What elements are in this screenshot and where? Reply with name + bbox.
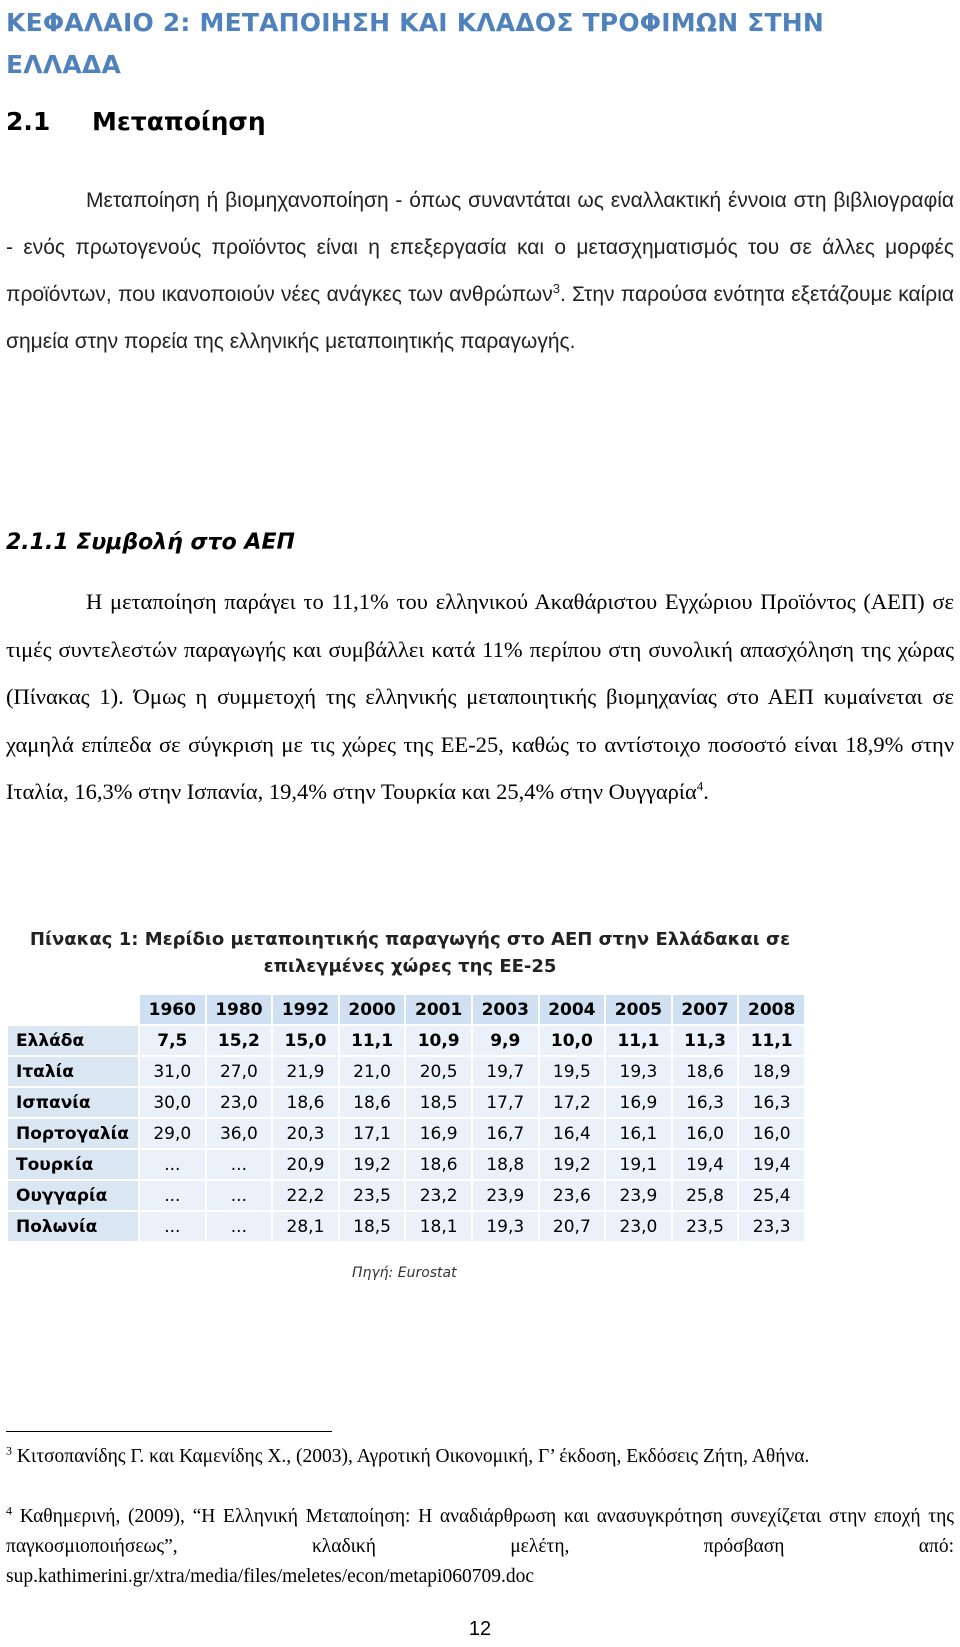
year-header: 1960 xyxy=(140,995,205,1024)
footnote-3 xyxy=(6,1442,954,1472)
table-row xyxy=(8,1057,804,1086)
value-cell: 16,9 xyxy=(606,1088,671,1117)
value-cell: 21,9 xyxy=(273,1057,338,1086)
value-cell: ... xyxy=(140,1212,205,1241)
year-header: 2007 xyxy=(673,995,738,1024)
value-cell: 16,0 xyxy=(739,1119,804,1148)
footnote-ref-4[interactable]: 4 xyxy=(696,778,704,794)
value-cell: 11,3 xyxy=(673,1026,738,1055)
country-cell: Τουρκία xyxy=(8,1150,138,1179)
value-cell: 23,9 xyxy=(606,1181,671,1210)
footnote-number: 3 xyxy=(6,1443,12,1458)
footnote-separator xyxy=(6,1431,332,1432)
value-cell: 18,6 xyxy=(340,1088,405,1117)
value-cell: 17,2 xyxy=(540,1088,605,1117)
country-cell: Πολωνία xyxy=(8,1212,138,1241)
intro-paragraph-text-end: . Στην παρούσα ενότητα εξετάζουμε καίρια σημεία στην πορεία της ελληνικής μεταποιητικής παραγωγής. xyxy=(6,283,955,353)
value-cell: 16,0 xyxy=(673,1119,738,1148)
value-cell: 36,0 xyxy=(207,1119,272,1148)
value-cell: 18,9 xyxy=(739,1057,804,1086)
value-cell: 20,3 xyxy=(273,1119,338,1148)
value-cell: 16,3 xyxy=(673,1088,738,1117)
intro-paragraph xyxy=(6,177,954,365)
value-cell: 19,3 xyxy=(606,1057,671,1086)
value-cell: 30,0 xyxy=(140,1088,205,1117)
table-corner-cell xyxy=(8,995,138,1024)
value-cell: 20,5 xyxy=(406,1057,471,1086)
value-cell: 10,9 xyxy=(406,1026,471,1055)
value-cell: 23,5 xyxy=(673,1212,738,1241)
section-heading xyxy=(6,104,266,140)
value-cell: 25,8 xyxy=(673,1181,738,1210)
manufacturing-share-table xyxy=(6,993,806,1243)
year-header: 2001 xyxy=(406,995,471,1024)
subsection-heading: 2.1.1 Συμβολή στο ΑΕΠ xyxy=(6,530,295,555)
value-cell: 25,4 xyxy=(739,1181,804,1210)
value-cell: 23,6 xyxy=(540,1181,605,1210)
value-cell: 16,7 xyxy=(473,1119,538,1148)
intro-paragraph-text: Μεταποίηση ή βιομηχανοποίηση - όπως συναντάται ως εναλλακτική έννοια στη βιβλιογραφία - ενός πρωτογενούς προϊόντος είναι η επεξεργασία και ο μετασχηματισμός του σε άλλες μορφές προϊόντων, που ικανοποιούν νέες ανάγκες των ανθρώπων xyxy=(6,189,954,306)
value-cell: 17,1 xyxy=(340,1119,405,1148)
year-header: 2000 xyxy=(340,995,405,1024)
year-header: 1980 xyxy=(207,995,272,1024)
value-cell: ... xyxy=(140,1150,205,1179)
table-source: Πηγή: Eurostat xyxy=(352,1265,457,1281)
table-row xyxy=(8,1181,804,1210)
year-header: 1992 xyxy=(273,995,338,1024)
value-cell: 23,5 xyxy=(340,1181,405,1210)
value-cell: 18,6 xyxy=(406,1150,471,1179)
value-cell: 16,9 xyxy=(406,1119,471,1148)
value-cell: 18,6 xyxy=(673,1057,738,1086)
value-cell: ... xyxy=(140,1181,205,1210)
value-cell: ... xyxy=(207,1181,272,1210)
value-cell: 10,0 xyxy=(540,1026,605,1055)
value-cell: 16,4 xyxy=(540,1119,605,1148)
value-cell: ... xyxy=(207,1212,272,1241)
value-cell: 11,1 xyxy=(340,1026,405,1055)
value-cell: 18,5 xyxy=(340,1212,405,1241)
value-cell: 19,1 xyxy=(606,1150,671,1179)
value-cell: 22,2 xyxy=(273,1181,338,1210)
value-cell: 31,0 xyxy=(140,1057,205,1086)
value-cell: 19,7 xyxy=(473,1057,538,1086)
value-cell: ... xyxy=(207,1150,272,1179)
gdp-paragraph-text: Η μεταποίηση παράγει το 11,1% του ελληνικού Ακαθάριστου Εγχώριου Προϊόντος (ΑΕΠ) σε τιμές συντελεστών παραγωγής και συμβάλλει κατά 11% περίπου στη συνολική απασχόληση της χώρας (Πίνακας 1). Όμως η συμμετοχή της ελληνικής μεταποιητικής βιομηχανίας στο ΑΕΠ κυμαίνεται σε χαμηλά επίπεδα σε σύγκριση με τις χώρες της ΕΕ-25, καθώς το αντίστοιχο ποσοστό είναι 18,9% στην Ιταλία, 16,3% στην Ισπανία, 19,4% στην Τουρκία και 25,4% στην Ουγγαρία xyxy=(6,589,954,804)
value-cell: 15,2 xyxy=(207,1026,272,1055)
value-cell: 11,1 xyxy=(739,1026,804,1055)
value-cell: 11,1 xyxy=(606,1026,671,1055)
value-cell: 19,3 xyxy=(473,1212,538,1241)
value-cell: 16,1 xyxy=(606,1119,671,1148)
value-cell: 23,2 xyxy=(406,1181,471,1210)
value-cell: 23,0 xyxy=(207,1088,272,1117)
value-cell: 18,5 xyxy=(406,1088,471,1117)
value-cell: 20,7 xyxy=(540,1212,605,1241)
value-cell: 7,5 xyxy=(140,1026,205,1055)
value-cell: 23,3 xyxy=(739,1212,804,1241)
chapter-title: ΚΕΦΑΛΑΙΟ 2: ΜΕΤΑΠΟΙΗΣΗ ΚΑΙ ΚΛΑΔΟΣ ΤΡΟΦΙΜΩΝ ΣΤΗΝ ΕΛΛΑΔΑ xyxy=(6,8,825,79)
gdp-paragraph-text-end: . xyxy=(703,779,709,804)
value-cell: 28,1 xyxy=(273,1212,338,1241)
footnote-text: Κιτσοπανίδης Γ. και Καμενίδης Χ., (2003), Αγροτική Οικονομική, Γ’ έκδοση, Εκδόσεις Ζήτη, Αθήνα. xyxy=(16,1446,810,1467)
page-number: 12 xyxy=(468,1618,492,1640)
value-cell: 19,5 xyxy=(540,1057,605,1086)
table-row xyxy=(8,1150,804,1179)
section-title: Μεταποίηση xyxy=(92,107,266,136)
year-header: 2008 xyxy=(739,995,804,1024)
value-cell: 23,9 xyxy=(473,1181,538,1210)
value-cell: 18,8 xyxy=(473,1150,538,1179)
value-cell: 19,4 xyxy=(673,1150,738,1179)
value-cell: 16,3 xyxy=(739,1088,804,1117)
year-header: 2004 xyxy=(540,995,605,1024)
value-cell: 23,0 xyxy=(606,1212,671,1241)
value-cell: 29,0 xyxy=(140,1119,205,1148)
footnote-number: 4 xyxy=(6,1503,12,1518)
country-cell: Πορτογαλία xyxy=(8,1119,138,1148)
footnote-4 xyxy=(6,1502,954,1592)
value-cell: 19,4 xyxy=(739,1150,804,1179)
section-number: 2.1 xyxy=(6,107,51,136)
table-row xyxy=(8,1088,804,1117)
country-cell: Ελλάδα xyxy=(8,1026,138,1055)
country-cell: Ισπανία xyxy=(8,1088,138,1117)
value-cell: 20,9 xyxy=(273,1150,338,1179)
table-row xyxy=(8,1026,804,1055)
table-header-row xyxy=(8,995,804,1024)
table-row xyxy=(8,1119,804,1148)
value-cell: 27,0 xyxy=(207,1057,272,1086)
country-cell: Ουγγαρία xyxy=(8,1181,138,1210)
country-cell: Ιταλία xyxy=(8,1057,138,1086)
value-cell: 9,9 xyxy=(473,1026,538,1055)
table-title: Πίνακας 1: Μερίδιο μεταποιητικής παραγωγής στο ΑΕΠ στην Ελλάδακαι σε επιλεγμένες χώρες της ΕΕ-25 xyxy=(29,929,791,977)
footnote-ref-3[interactable]: 3 xyxy=(552,281,560,296)
value-cell: 19,2 xyxy=(340,1150,405,1179)
value-cell: 15,0 xyxy=(273,1026,338,1055)
value-cell: 21,0 xyxy=(340,1057,405,1086)
value-cell: 17,7 xyxy=(473,1088,538,1117)
value-cell: 18,6 xyxy=(273,1088,338,1117)
year-header: 2003 xyxy=(473,995,538,1024)
footnote-text: Καθημερινή, (2009), “Η Ελληνική Μεταποίηση: Η αναδιάρθρωση και ανασυγκρότηση συνεχίζεται στην εποχή της παγκοσμιοποιήσεως”, κλαδική μελέτη, πρόσβαση από: sup.kathimerini.gr/xtra/media/files/meletes/econ/metapi060709.doc xyxy=(6,1506,955,1587)
gdp-paragraph xyxy=(6,578,954,816)
table-row xyxy=(8,1212,804,1241)
value-cell: 19,2 xyxy=(540,1150,605,1179)
year-header: 2005 xyxy=(606,995,671,1024)
value-cell: 18,1 xyxy=(406,1212,471,1241)
